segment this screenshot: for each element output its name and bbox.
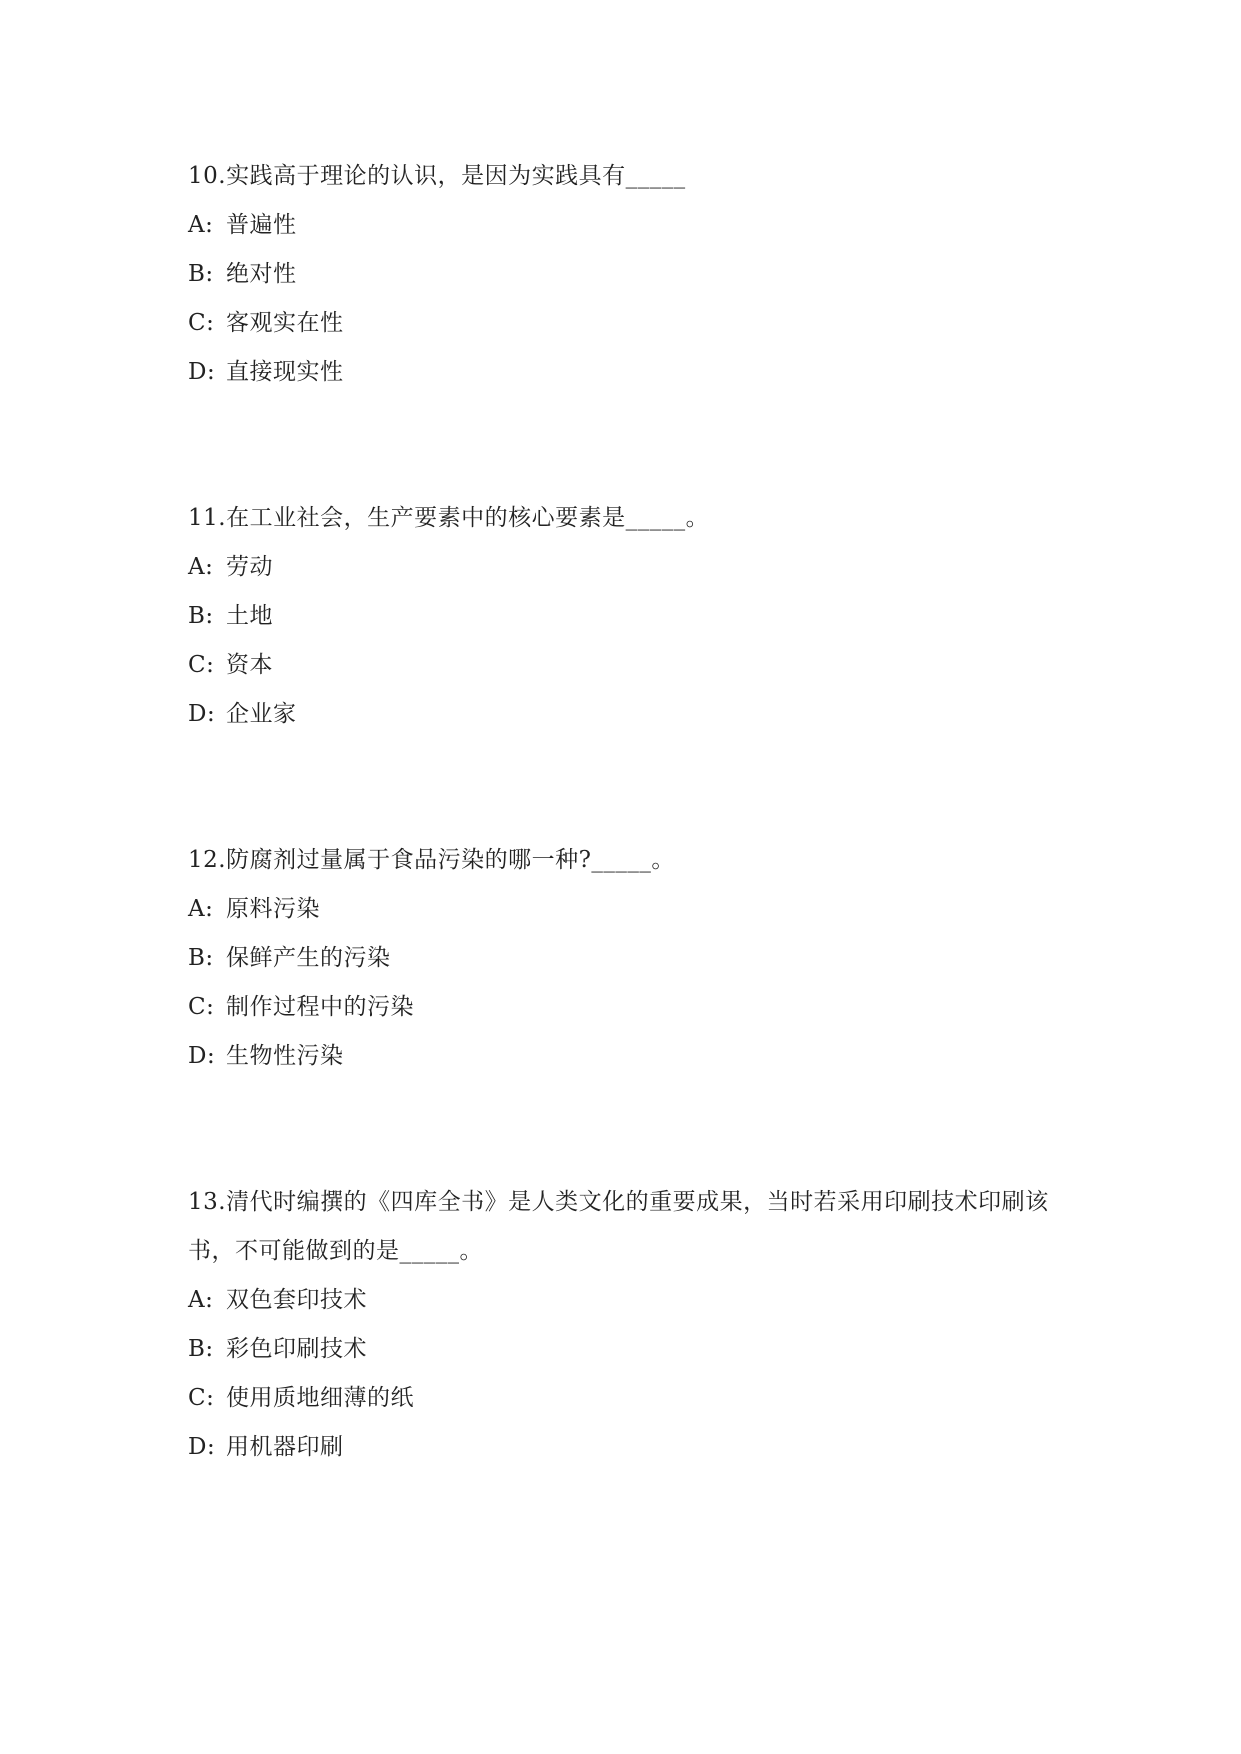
option-label: C: <box>188 994 215 1020</box>
option-text: 生物性污染 <box>226 1043 344 1069</box>
option-b <box>188 934 1068 983</box>
option-text: 土地 <box>226 603 273 629</box>
question-number: 13. <box>188 1189 227 1215</box>
option-label: A: <box>188 212 214 238</box>
option-c <box>188 299 1068 348</box>
option-a <box>188 885 1068 934</box>
option-text: 彩色印刷技术 <box>226 1336 367 1362</box>
option-text: 使用质地细薄的纸 <box>226 1385 414 1411</box>
option-label: B: <box>188 1336 214 1362</box>
question-stem <box>188 152 1068 201</box>
question-10 <box>188 152 1068 397</box>
option-label: A: <box>188 1287 214 1313</box>
option-a <box>188 1276 1068 1325</box>
question-text: 防腐剂过量属于食品污染的哪一种?_____。 <box>226 847 675 873</box>
option-label: B: <box>188 603 214 629</box>
question-number: 10. <box>188 163 227 189</box>
option-text: 用机器印刷 <box>226 1434 344 1460</box>
option-label: D: <box>188 1043 216 1069</box>
option-c <box>188 641 1068 690</box>
question-12 <box>188 836 1068 1081</box>
option-label: C: <box>188 1385 215 1411</box>
option-b <box>188 250 1068 299</box>
option-label: C: <box>188 310 215 336</box>
question-text: 在工业社会，生产要素中的核心要素是_____。 <box>226 505 710 531</box>
option-c <box>188 983 1068 1032</box>
option-d <box>188 1032 1068 1081</box>
option-text: 普遍性 <box>226 212 297 238</box>
option-d <box>188 690 1068 739</box>
option-a <box>188 201 1068 250</box>
option-label: B: <box>188 945 214 971</box>
question-13 <box>188 1178 1068 1472</box>
question-text: 实践高于理论的认识，是因为实践具有_____ <box>226 163 686 189</box>
option-text: 资本 <box>226 652 273 678</box>
option-text: 双色套印技术 <box>226 1287 367 1313</box>
option-text: 企业家 <box>226 701 297 727</box>
question-stem <box>188 836 1068 885</box>
option-text: 劳动 <box>226 554 273 580</box>
option-b <box>188 592 1068 641</box>
option-text: 原料污染 <box>226 896 320 922</box>
option-text: 绝对性 <box>226 261 297 287</box>
option-label: A: <box>188 896 214 922</box>
question-number: 12. <box>188 847 227 873</box>
option-d <box>188 348 1068 397</box>
option-label: D: <box>188 1434 216 1460</box>
option-text: 保鲜产生的污染 <box>226 945 391 971</box>
option-label: D: <box>188 359 216 385</box>
option-text: 客观实在性 <box>226 310 344 336</box>
option-label: B: <box>188 261 214 287</box>
option-a <box>188 543 1068 592</box>
question-stem <box>188 494 1068 543</box>
question-11 <box>188 494 1068 739</box>
option-label: A: <box>188 554 214 580</box>
question-number: 11. <box>188 505 227 531</box>
option-text: 制作过程中的污染 <box>226 994 414 1020</box>
option-label: C: <box>188 652 215 678</box>
option-d <box>188 1423 1068 1472</box>
question-text: 清代时编撰的《四库全书》是人类文化的重要成果，当时若采用印刷技术印刷该书，不可能做到的是_____。 <box>188 1189 1049 1264</box>
option-c <box>188 1374 1068 1423</box>
option-b <box>188 1325 1068 1374</box>
option-text: 直接现实性 <box>226 359 344 385</box>
option-label: D: <box>188 701 216 727</box>
question-stem <box>188 1178 1068 1276</box>
